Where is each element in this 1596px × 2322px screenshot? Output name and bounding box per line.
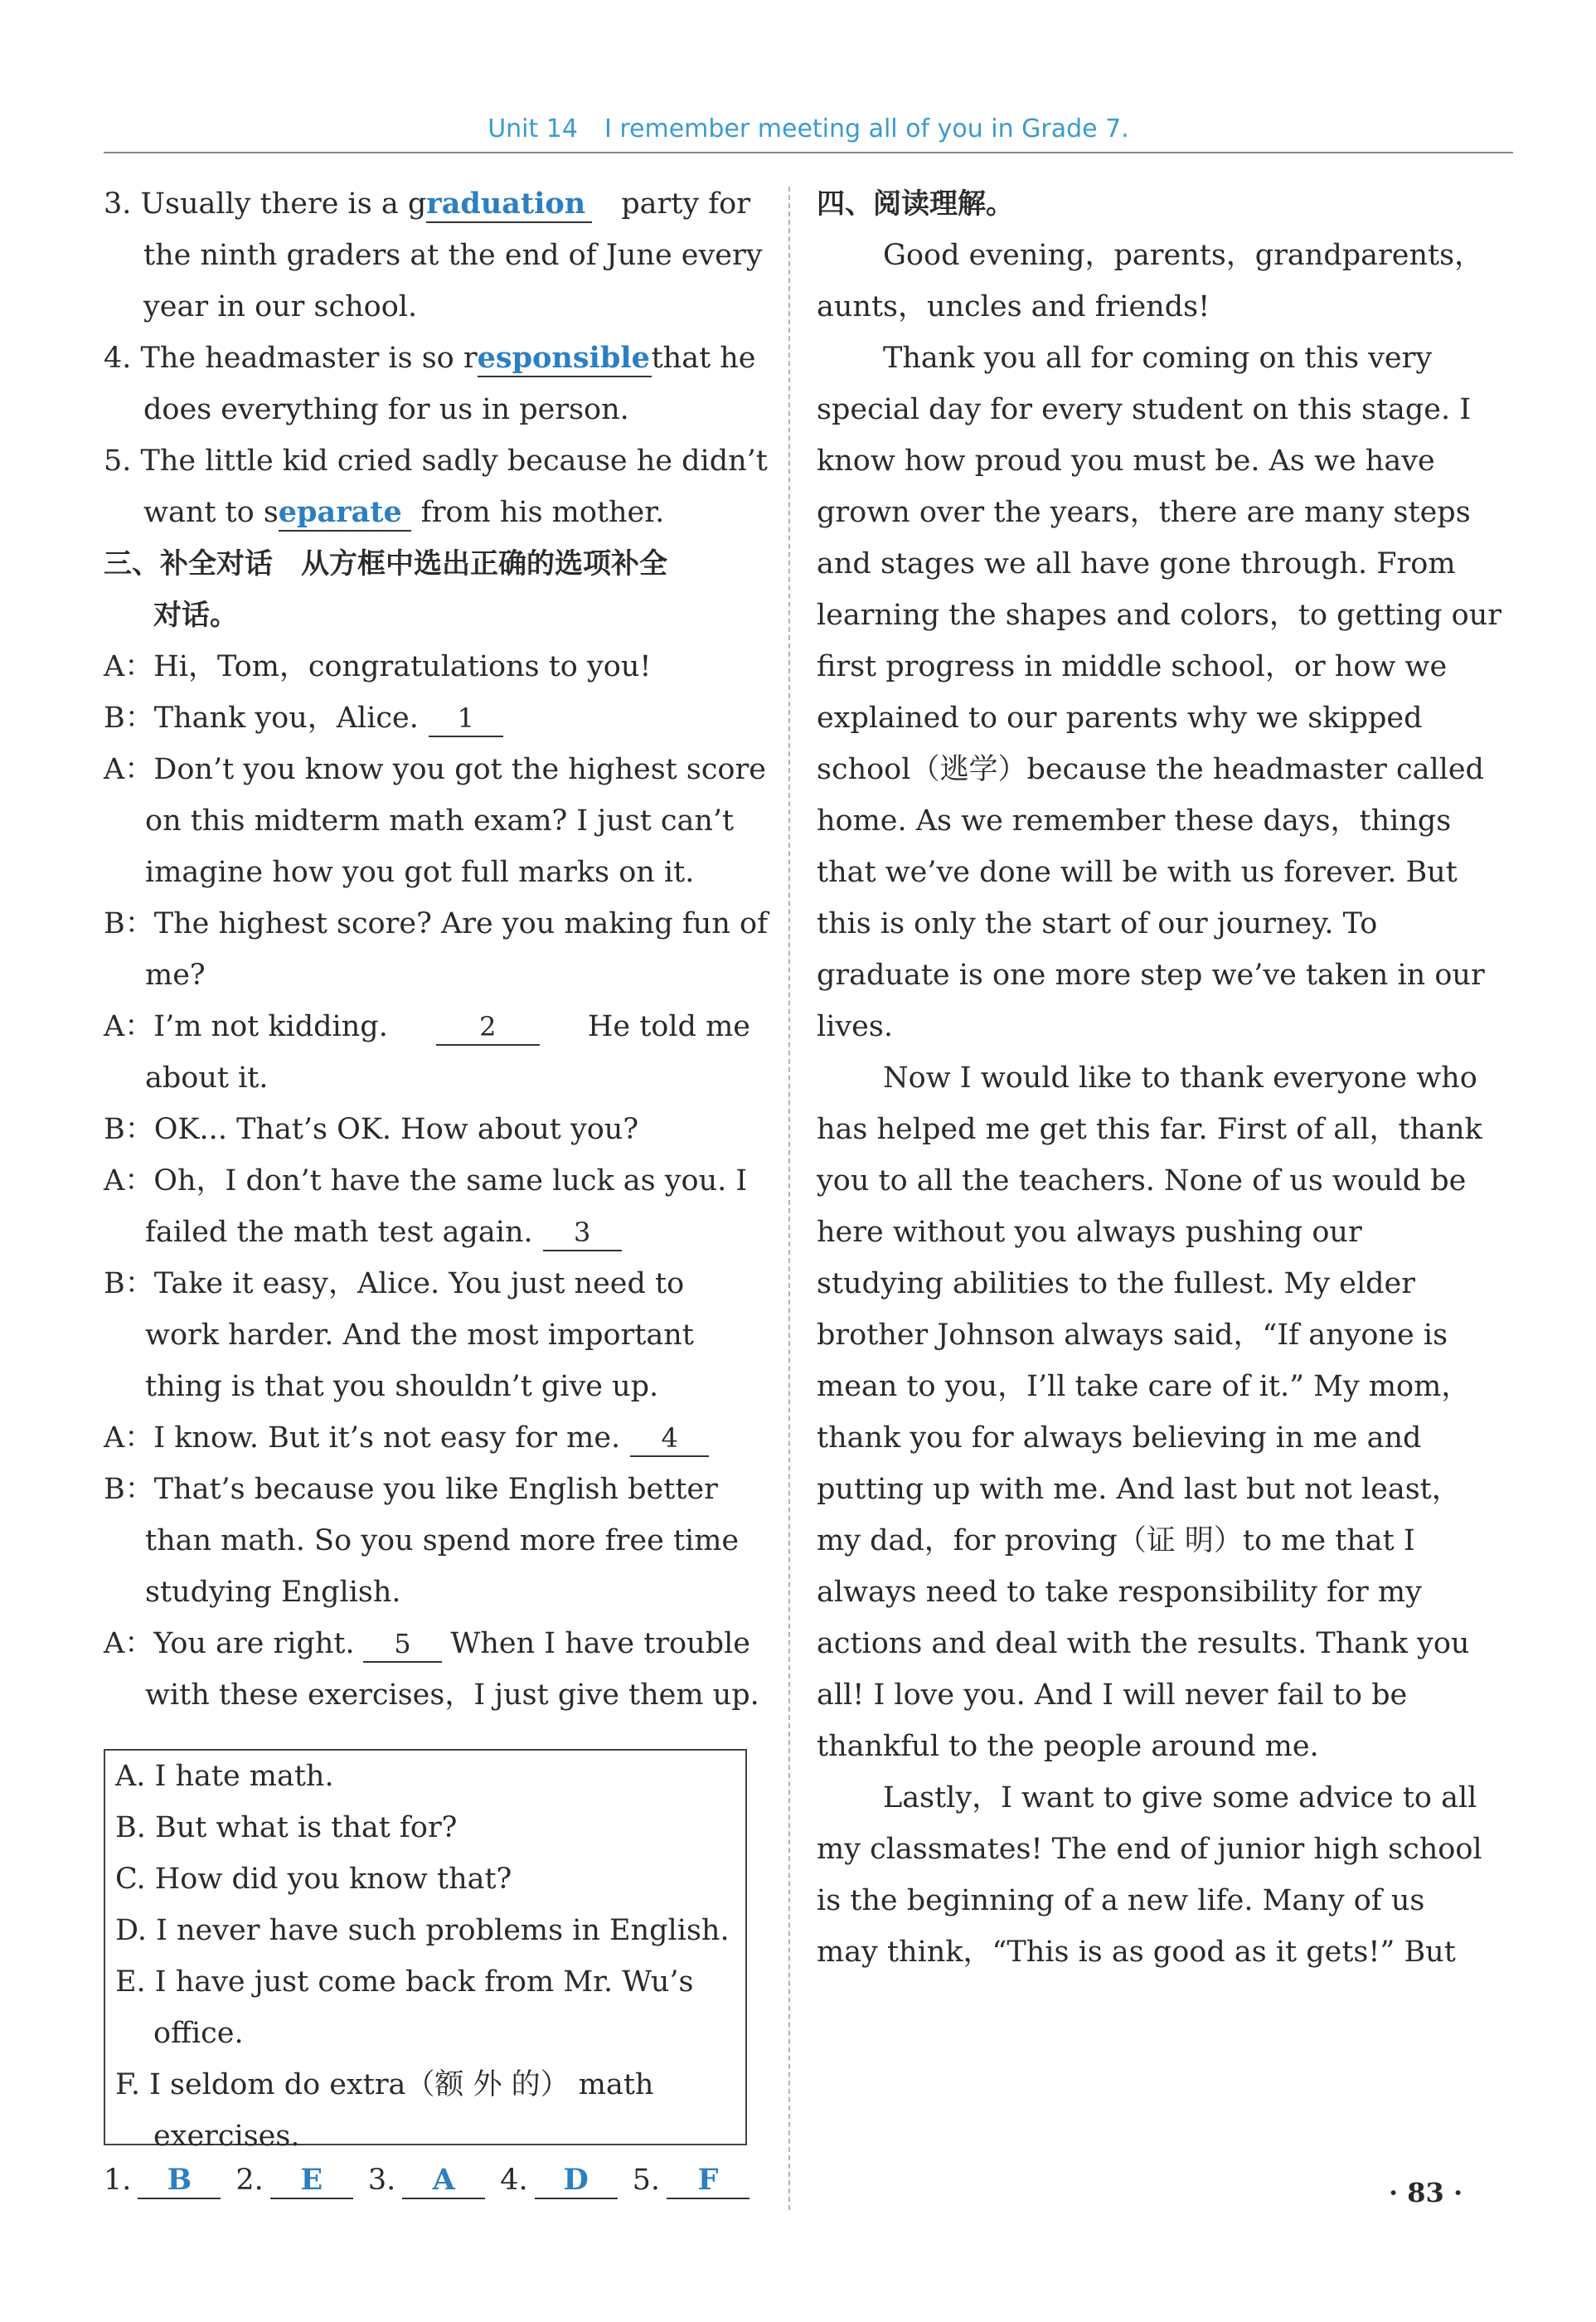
dialogue-11-line-2: with these exercises，I just give them up.: [145, 1678, 759, 1712]
passage-line-9: first progress in middle school，or how we: [817, 650, 1448, 683]
option-a: A. I hate math.: [115, 1760, 334, 1793]
passage-line-2: aunts，uncles and friends!: [817, 290, 1210, 323]
question-3-line-3: year in our school.: [143, 290, 418, 323]
passage-line-3: Thank you all for coming on this very: [883, 342, 1433, 375]
answer-item-5: 5. F: [633, 2154, 749, 2206]
option-c: C. How did you know that?: [115, 1863, 512, 1896]
dialogue-7: A：Oh，I don’t have the same luck as you. I: [104, 1164, 748, 1197]
dialogue-blank-1: 1: [429, 701, 503, 737]
passage-line-34: may think，“This is as good as it gets!” But: [817, 1936, 1456, 1969]
passage-line-33: is the beginning of a new life. Many of us: [817, 1884, 1425, 1917]
dialogue-2: B：Thank you，Alice. 1: [104, 692, 750, 744]
passage-line-22: brother Johnson always said，“If anyone is: [817, 1319, 1448, 1352]
page-header: [104, 114, 1513, 143]
option-d: D. I never have such problems in English.: [115, 1914, 730, 1947]
dialogue-1: A：Hi，Tom，congratulations to you!: [104, 650, 652, 683]
question-5-line-2: want to separate from his mother.: [104, 487, 750, 538]
dialogue-blank-2: 2: [436, 1009, 540, 1046]
dialogue-8: B：Take it easy，Alice. You just need to: [104, 1267, 685, 1300]
dialogue-9: A：I know. But it’s not easy for me. 4: [104, 1412, 750, 1464]
answer-item-4: 4. D: [500, 2154, 617, 2206]
passage-line-23: mean to you，I’ll take care of it.” My mom，: [817, 1370, 1471, 1403]
question-5: 5. The little kid cried sadly because he didn’t: [104, 444, 768, 478]
dialogue-4-line-2: me?: [145, 959, 206, 992]
dialogue-blank-5: 5: [363, 1626, 442, 1663]
passage-line-6: grown over the years，there are many steps: [817, 496, 1471, 529]
dialogue-10-line-2: than math. So you spend more free time: [145, 1524, 740, 1557]
answer-row: [104, 2154, 750, 2206]
answer-blank-q4: esponsible: [478, 341, 652, 377]
passage-line-20: here without you always pushing our: [817, 1216, 1362, 1249]
answer-blank-q5: eparate: [279, 495, 411, 532]
right-column: [817, 178, 1502, 1978]
passage-line-7: and stages we all have gone through. From: [817, 547, 1456, 580]
options-box: [104, 1749, 747, 2153]
dialogue-5: A：I’m not kidding. 2 He told me: [104, 1001, 750, 1052]
dialogue-7-line-2: failed the math test again. 3: [104, 1207, 750, 1258]
section-3-title: 三、补全对话 从方框中选出正确的选项补全: [104, 547, 667, 580]
answer-value-4: D: [535, 2163, 618, 2199]
answer-item-1: 1. B: [104, 2154, 221, 2206]
passage-line-8: learning the shapes and colors，to getting our: [817, 599, 1502, 632]
passage-line-28: actions and deal with the results. Thank you: [817, 1627, 1470, 1660]
section-3-title-line-2: 对话。: [153, 599, 238, 632]
dialogue-3-line-3: imagine how you got full marks on it.: [145, 856, 695, 889]
passage-line-27: always need to take responsibility for my: [817, 1576, 1422, 1609]
dialogue-10: B：That’s because you like English better: [104, 1473, 718, 1506]
answer-value-1: B: [138, 2163, 221, 2199]
passage-line-29: all! I love you. And I will never fail to be: [817, 1678, 1408, 1712]
dialogue-3: A：Don’t you know you got the highest score: [104, 753, 766, 786]
option-e: E. I have just come back from Mr. Wu’s: [115, 1965, 694, 1999]
answer-item-3: 3. A: [368, 2154, 485, 2206]
passage-line-18: has helped me get this far. First of all，thank: [817, 1113, 1482, 1146]
passage-line-5: know how proud you must be. As we have: [817, 444, 1435, 478]
passage-line-25: putting up with me. And last but not least，: [817, 1473, 1461, 1506]
passage-line-11: school（逃学）because the headmaster called: [817, 753, 1484, 786]
passage-line-31: Lastly，I want to give some advice to all: [883, 1781, 1477, 1814]
passage-line-15: graduate is one more step we’ve taken in our: [817, 959, 1485, 992]
dialogue-10-line-3: studying English.: [145, 1576, 401, 1609]
dialogue-8-line-2: work harder. And the most important: [145, 1319, 694, 1352]
question-3: 3. Usually there is a graduation party for: [104, 178, 750, 230]
dialogue-blank-3: 3: [543, 1215, 622, 1251]
passage-line-10: explained to our parents why we skipped: [817, 702, 1423, 735]
passage-line-16: lives.: [817, 1010, 893, 1043]
unit-title: I remember meeting all of you in Grade 7.: [604, 114, 1129, 143]
passage-line-1: Good evening，parents，grandparents，: [883, 239, 1484, 272]
answer-value-5: F: [667, 2163, 749, 2199]
header-rule: [104, 152, 1513, 153]
passage-line-24: thank you for always believing in me and: [817, 1421, 1422, 1455]
passage-line-14: this is only the start of our journey. To: [817, 907, 1378, 940]
passage-line-19: you to all the teachers. None of us would be: [817, 1164, 1467, 1197]
dialogue-4: B：The highest score? Are you making fun of: [104, 907, 769, 940]
dialogue-6: B：OK... That’s OK. How about you?: [104, 1113, 639, 1146]
answer-value-2: E: [270, 2163, 353, 2199]
passage-line-17: Now I would like to thank everyone who: [883, 1061, 1477, 1095]
question-3-line-2: the ninth graders at the end of June every: [143, 239, 763, 272]
dialogue-8-line-3: thing is that you shouldn’t give up.: [145, 1370, 659, 1403]
passage-line-13: that we’ve done will be with us forever. But: [817, 856, 1458, 889]
answer-blank-q3: raduation: [426, 187, 592, 223]
question-4: 4. The headmaster is so responsible that he: [104, 333, 750, 384]
option-e-line-2: office.: [153, 2017, 244, 2050]
dialogue-blank-4: 4: [630, 1421, 709, 1457]
passage-line-30: thankful to the people around me.: [817, 1730, 1319, 1763]
left-column: [104, 178, 769, 1721]
answer-item-2: 2. E: [235, 2154, 352, 2206]
passage-line-4: special day for every student on this stage. I: [817, 393, 1472, 426]
passage-line-21: studying abilities to the fullest. My elder: [817, 1267, 1415, 1300]
dialogue-11: A：You are right. 5 When I have trouble: [104, 1618, 750, 1669]
answer-value-3: A: [402, 2163, 485, 2199]
dialogue-3-line-2: on this midterm math exam? I just can’t: [145, 804, 735, 838]
section-4-title: 四、阅读理解。: [817, 187, 1014, 221]
dialogue-5-line-2: about it.: [145, 1061, 269, 1095]
passage-line-12: home. As we remember these days，things: [817, 804, 1452, 838]
option-f-line-2: exercises.: [153, 2120, 300, 2153]
option-b: B. But what is that for?: [115, 1811, 458, 1844]
page-number: · 83 ·: [1389, 2177, 1463, 2208]
unit-label: Unit 14: [488, 114, 578, 143]
passage-line-32: my classmates! The end of junior high school: [817, 1833, 1482, 1866]
passage-line-26: my dad，for proving（证 明）to me that I: [817, 1524, 1415, 1557]
question-4-line-2: does everything for us in person.: [143, 393, 629, 426]
column-divider: [788, 187, 790, 2210]
option-f: F. I seldom do extra（额 外 的） math: [115, 2068, 654, 2101]
